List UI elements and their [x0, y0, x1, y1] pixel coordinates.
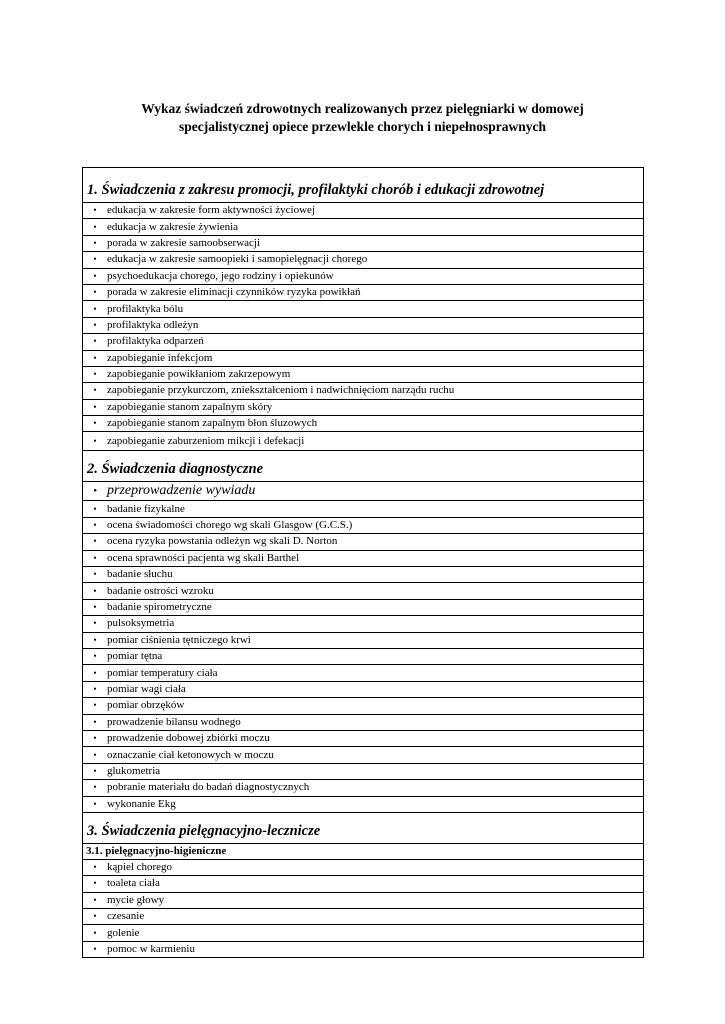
list-item: [83, 909, 643, 925]
list-item-label: wykonanie Ekg: [107, 797, 176, 810]
list-item-label: profilaktyka odparzeń: [107, 335, 204, 348]
bullet-icon: •: [93, 798, 97, 809]
list-item-label: pomiar tętna: [107, 650, 163, 663]
bullet-icon: •: [93, 782, 97, 793]
bullet-icon: •: [93, 401, 97, 412]
list-item-label: profilaktyka bólu: [107, 302, 184, 315]
list-item-label: edukacja w zakresie samoopieki i samopielęgnacji chorego: [107, 253, 368, 266]
bullet-icon: •: [93, 667, 97, 678]
list-item-label: badanie słuchu: [107, 568, 173, 581]
section-heading: 2. Świadczenia diagnostyczne: [83, 451, 643, 482]
bullet-icon: •: [93, 749, 97, 760]
list-item-label: pomiar ciśnienia tętniczego krwi: [107, 633, 251, 646]
list-item: [83, 203, 643, 219]
list-item: [83, 534, 643, 550]
bullet-icon: •: [93, 911, 97, 922]
list-item: [83, 252, 643, 268]
list-item-label: pulsoksymetria: [107, 617, 175, 630]
bullet-icon: •: [93, 927, 97, 938]
list-item-label: pomoc w karmieniu: [107, 943, 195, 956]
bullet-icon: •: [93, 944, 97, 955]
list-item: [83, 501, 643, 517]
list-item: [83, 633, 643, 649]
bullet-icon: •: [93, 503, 97, 514]
bullet-icon: •: [93, 716, 97, 727]
list-item-label: badanie spirometryczne: [107, 601, 212, 613]
list-item-label: ocena ryzyka powstania odleżyn wg skali D. Norton: [107, 535, 338, 548]
list-item-label: pomiar obrzęków: [107, 699, 185, 712]
bullet-icon: •: [93, 270, 97, 281]
list-item-label: zapobieganie zaburzeniom mikcji i defekacji: [107, 434, 305, 447]
bullet-icon: •: [93, 862, 97, 873]
bullet-icon: •: [93, 484, 97, 497]
list-item: [83, 432, 643, 451]
list-item-label: edukacja w zakresie form aktywności życiowej: [107, 204, 315, 217]
title-line-2: specjalistycznej opiece przewlekle chorych i niepełnosprawnych: [178, 119, 547, 134]
list-item-label: pobranie materiału do badań diagnostycznych: [107, 781, 310, 794]
bullet-icon: •: [93, 618, 97, 629]
bullet-icon: •: [93, 221, 97, 232]
list-item: [83, 600, 643, 616]
bullet-icon: •: [93, 319, 97, 330]
bullet-icon: •: [93, 765, 97, 776]
list-item-label: pomiar temperatury ciała: [107, 666, 218, 679]
list-item-label: badanie fizykalne: [107, 502, 185, 515]
list-item: [83, 219, 643, 235]
list-item-label: pomiar wagi ciała: [107, 682, 186, 695]
list-item: [83, 715, 643, 731]
list-item-label: badanie ostrości wzroku: [107, 584, 214, 597]
list-item-label: zapobieganie stanom zapalnym błon śluzowych: [107, 417, 318, 430]
list-item-label: prowadzenie bilansu wodnego: [107, 715, 241, 728]
list-item-label: zapobieganie przykurczom, zniekształceniom i nadwichnięciom narządu ruchu: [107, 384, 455, 397]
bullet-icon: •: [93, 683, 97, 694]
list-item: [83, 551, 643, 567]
bullet-icon: •: [93, 418, 97, 429]
list-item: [83, 942, 643, 958]
list-item-label: kąpiel chorego: [107, 861, 173, 874]
list-item-label: golenie: [107, 926, 140, 939]
bullet-icon: •: [93, 552, 97, 563]
list-item-label: edukacja w zakresie żywienia: [107, 220, 239, 233]
list-item: [83, 583, 643, 599]
subsection-heading: 3.1. pielęgnacyjno-higieniczne: [83, 844, 643, 860]
list-item-label: profilaktyka odleżyn: [107, 318, 199, 331]
bullet-icon: •: [93, 369, 97, 380]
document-title: [60, 100, 665, 136]
list-item: [83, 747, 643, 763]
bullet-icon: •: [93, 878, 97, 889]
list-item: [83, 567, 643, 583]
title-line-1: Wykaz świadczeń zdrowotnych realizowanych przez pielęgniarki w domowej: [141, 101, 584, 116]
bullet-icon: •: [93, 536, 97, 547]
list-item: [83, 285, 643, 301]
list-item: [83, 764, 643, 780]
list-item: [83, 616, 643, 632]
list-item-label: porada w zakresie eliminacji czynników ryzyka powikłań: [107, 286, 361, 299]
list-item: [83, 518, 643, 534]
list-item-label: zapobieganie infekcjom: [107, 351, 213, 364]
bullet-icon: •: [93, 585, 97, 596]
list-item-label: zapobieganie stanom zapalnym skóry: [107, 400, 273, 413]
bullet-icon: •: [93, 634, 97, 645]
bullet-icon: •: [93, 352, 97, 363]
bullet-icon: •: [93, 237, 97, 248]
section-heading: 3. Świadczenia pielęgnacyjno-lecznicze: [83, 813, 643, 844]
list-item: [83, 893, 643, 909]
section-heading: 1. Świadczenia z zakresu promocji, profilaktyki chorób i edukacji zdrowotnej: [83, 168, 643, 203]
list-item: [83, 416, 643, 432]
list-item: [83, 400, 643, 416]
list-item-label: mycie głowy: [107, 893, 165, 906]
list-item: [83, 236, 643, 252]
bullet-icon: •: [93, 385, 97, 396]
list-item: [83, 682, 643, 698]
bullet-icon: •: [93, 602, 97, 612]
list-item-label: porada w zakresie samoobserwacji: [107, 236, 261, 249]
bullet-icon: •: [93, 700, 97, 711]
list-item: [83, 780, 643, 796]
bullet-icon: •: [93, 303, 97, 314]
list-item: [83, 860, 643, 876]
list-item-label: glukometria: [107, 764, 161, 777]
bullet-icon: •: [93, 287, 97, 298]
list-item-label: toaleta ciała: [107, 877, 160, 890]
services-table: [82, 167, 644, 958]
list-item-label: oznaczanie ciał ketonowych w moczu: [107, 748, 274, 761]
list-item: [83, 649, 643, 665]
bullet-icon: •: [93, 569, 97, 580]
list-item: [83, 482, 643, 501]
list-item: [83, 318, 643, 334]
list-item: [83, 383, 643, 399]
list-item: [83, 876, 643, 892]
list-item-label: ocena sprawności pacjenta wg skali Barthel: [107, 551, 300, 564]
list-item-label: przeprowadzenie wywiadu: [107, 483, 256, 499]
list-item-label: prowadzenie dobowej zbiórki moczu: [107, 732, 270, 745]
list-item: [83, 351, 643, 367]
bullet-icon: •: [93, 733, 97, 744]
list-item: [83, 367, 643, 383]
list-item-label: czesanie: [107, 910, 145, 923]
list-item: [83, 925, 643, 941]
list-item: [83, 269, 643, 285]
list-item-label: zapobieganie powikłaniom zakrzepowym: [107, 368, 291, 381]
list-item: [83, 698, 643, 714]
list-item: [83, 665, 643, 681]
bullet-icon: •: [93, 205, 97, 216]
list-item: [83, 334, 643, 350]
list-item: [83, 797, 643, 813]
bullet-icon: •: [93, 336, 97, 347]
list-item: [83, 301, 643, 317]
bullet-icon: •: [93, 651, 97, 662]
bullet-icon: •: [93, 894, 97, 905]
bullet-icon: •: [93, 435, 97, 446]
bullet-icon: •: [93, 520, 97, 531]
list-item-label: ocena świadomości chorego wg skali Glasgow (G.C.S.): [107, 519, 353, 532]
bullet-icon: •: [93, 254, 97, 265]
list-item-label: psychoedukacja chorego, jego rodziny i opiekunów: [107, 269, 334, 282]
list-item: [83, 731, 643, 747]
